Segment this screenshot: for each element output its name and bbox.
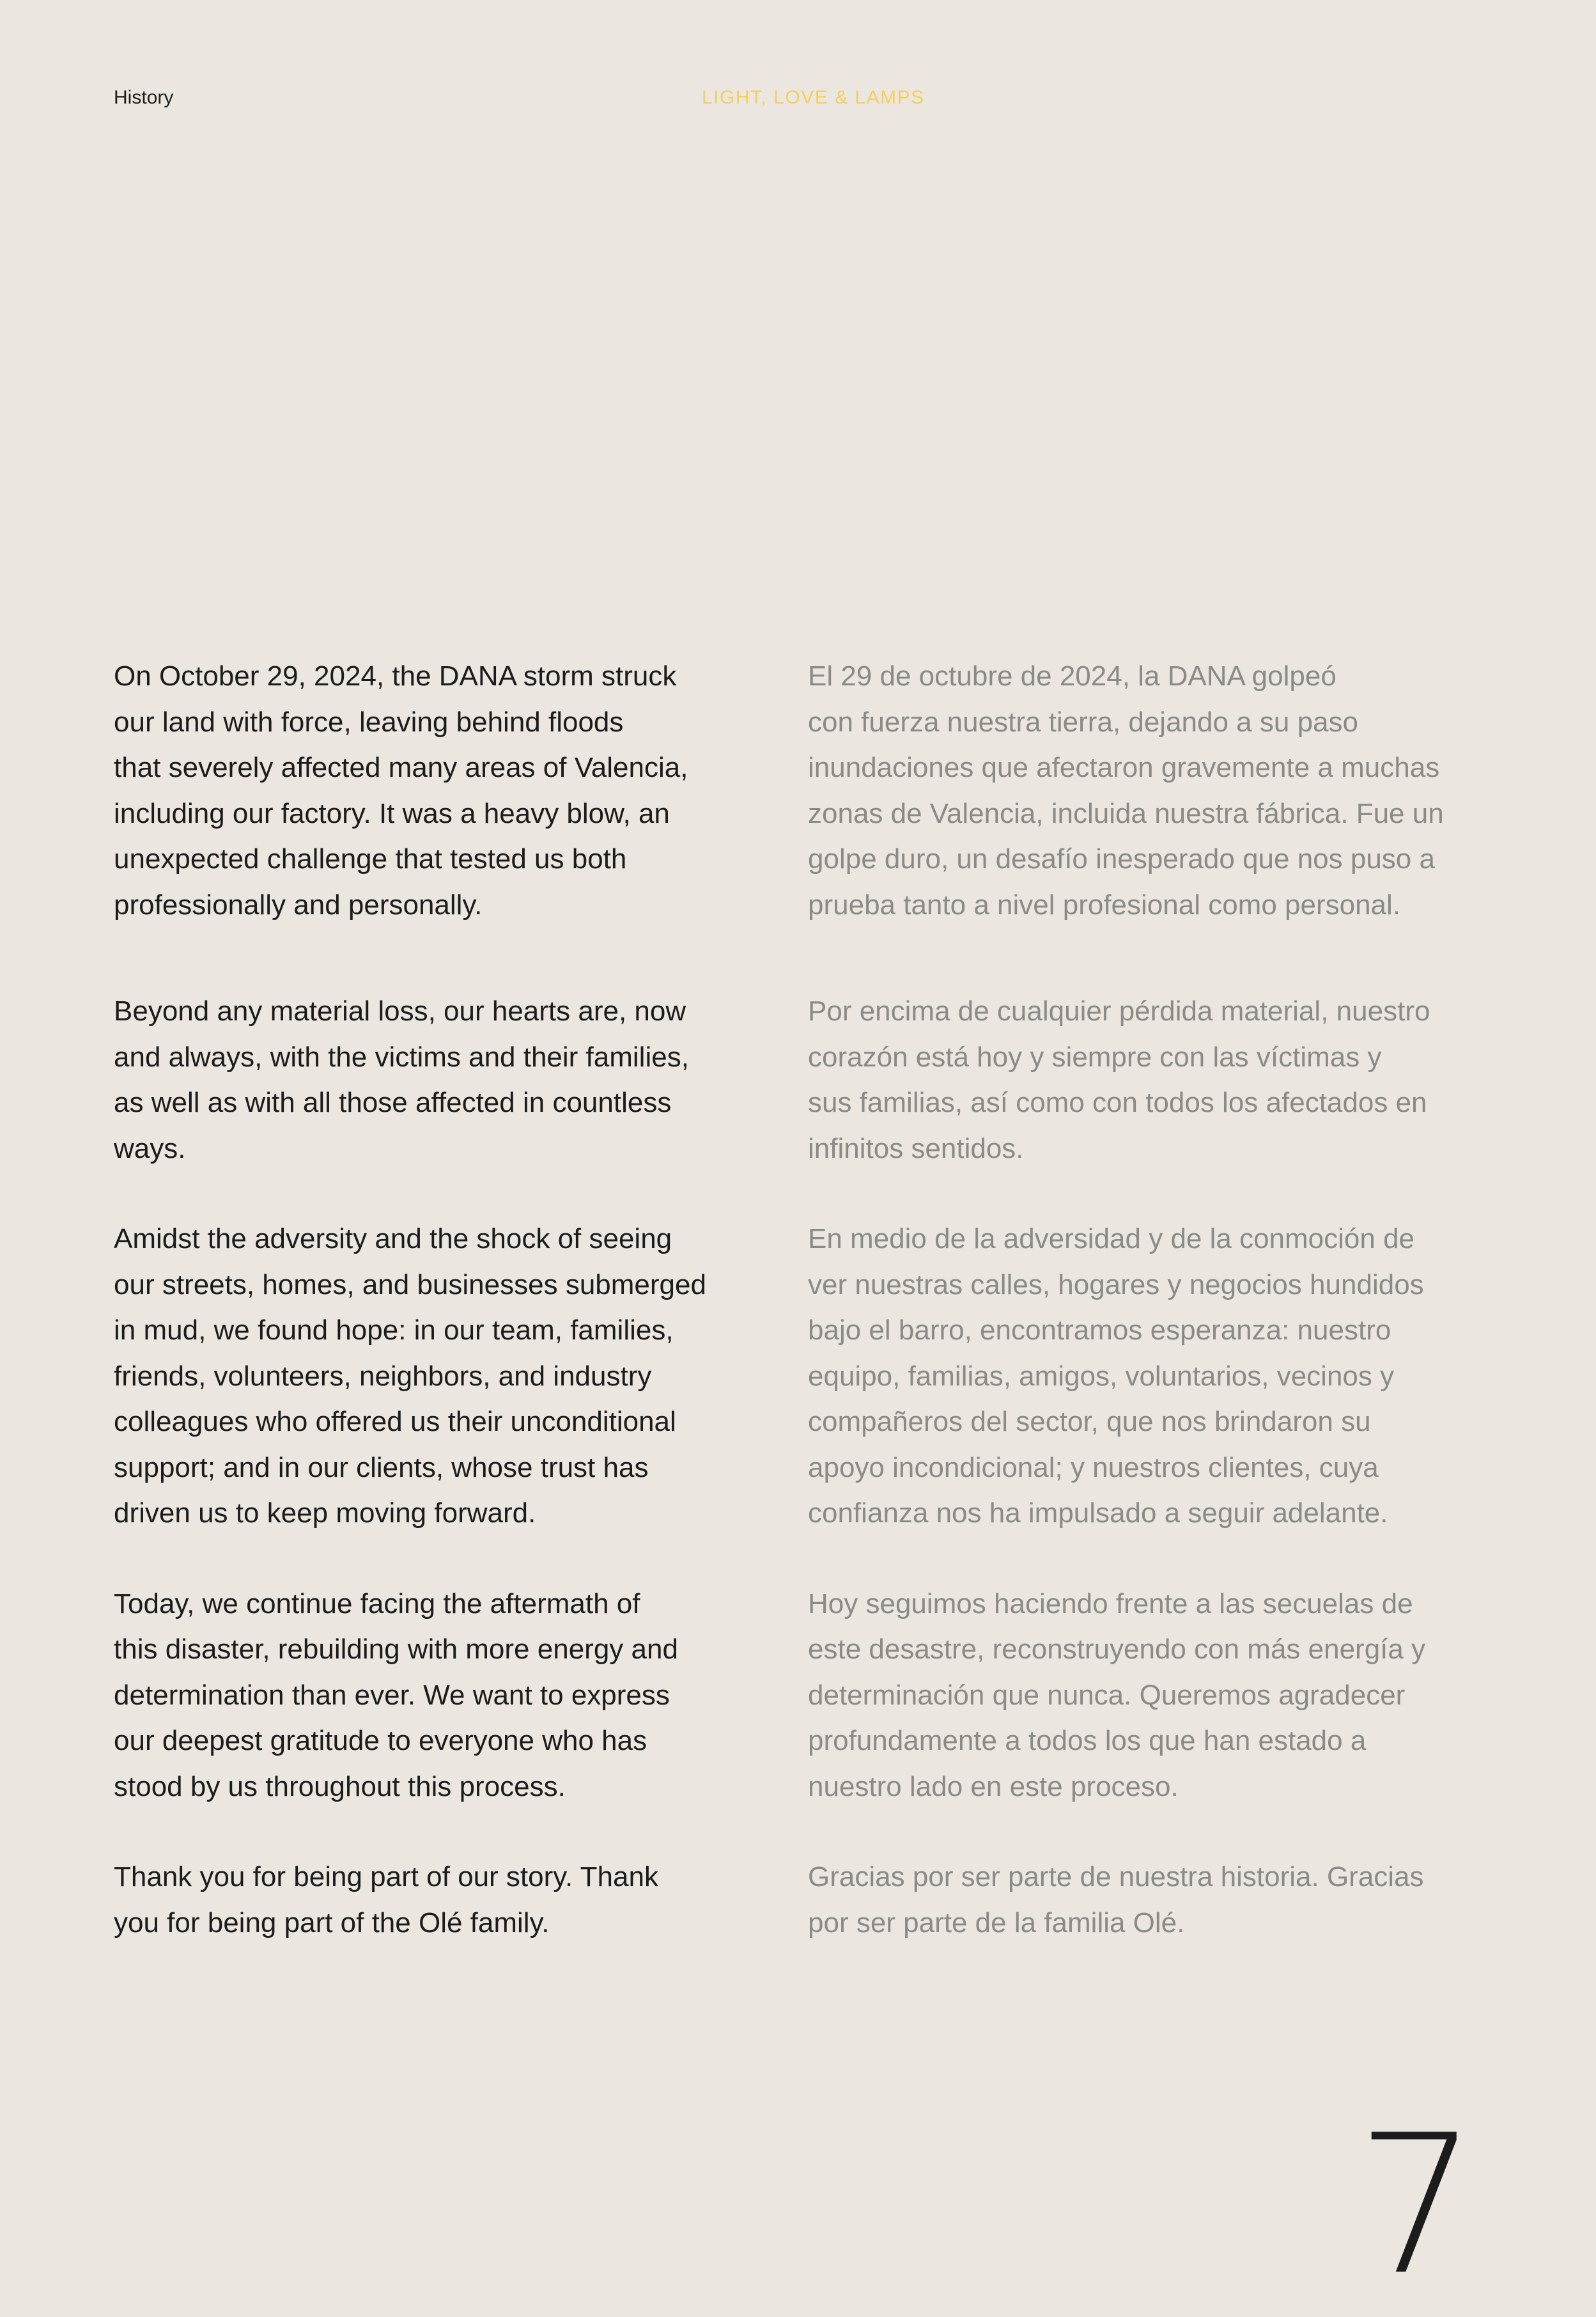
english-paragraph-4: Today, we continue facing the aftermath of this disaster, rebuilding with more energy and determination than ever. We want to express our deepest gratitude to everyone who has stood by us throughout this process.	[114, 1588, 678, 1802]
section-label: History	[114, 87, 174, 108]
english-paragraph-3: Amidst the adversity and the shock of seeing our streets, homes, and businesses submerged in mud, we found hope: in our team, families, friends, volunteers, neighbors, and industry colleagues who offered us their unconditional support; and in our clients, whose trust has driven us to keep moving forward.	[114, 1223, 706, 1529]
spanish-paragraph-5: Gracias por ser parte de nuestra historia. Gracias por ser parte de la familia Olé.	[808, 1861, 1424, 1939]
spanish-paragraph-3: En medio de la adversidad y de la conmoción de ver nuestras calles, hogares y negocios hundidos bajo el barro, encontramos esperanza: nuestro equipo, familias, amigos, voluntarios, vecinos y compañeros del sector, que nos brindaron su apoyo incondicional; y nuestros clientes, cuya confianza nos ha impulsado a seguir adelante.	[808, 1223, 1424, 1529]
english-column	[114, 653, 715, 1946]
brand-tagline: LIGHT, LOVE & LAMPS	[702, 87, 925, 108]
spanish-paragraph-2: Por encima de cualquier pérdida material, nuestro corazón está hoy y siempre con las víctimas y sus familias, así como con todos los afectados en infinitos sentidos.	[808, 995, 1430, 1164]
page-number: 7	[1356, 2094, 1478, 2317]
spanish-paragraph-4: Hoy seguimos haciendo frente a las secuelas de este desastre, reconstruyendo con más energía y determinación que nunca. Queremos agradecer profundamente a todos los que han estado a nuestro lado en este proceso.	[808, 1588, 1426, 1802]
spanish-column	[808, 653, 1447, 1946]
spanish-paragraph-1: El 29 de octubre de 2024, la DANA golpeó con fuerza nuestra tierra, dejando a su paso inundaciones que afectaron gravemente a muchas zonas de Valencia, incluida nuestra fábrica. Fue un golpe duro, un desafío inesperado que nos puso a prueba tanto a nivel profesional como personal.	[808, 660, 1444, 921]
english-paragraph-5: Thank you for being part of our story. Thank you for being part of the Olé family.	[114, 1861, 658, 1939]
english-paragraph-2: Beyond any material loss, our hearts are, now and always, with the victims and their families, as well as with all those affected in countless ways.	[114, 995, 689, 1164]
english-paragraph-1: On October 29, 2024, the DANA storm struck our land with force, leaving behind floods that severely affected many areas of Valencia, including our factory. It was a heavy blow, an unexpected challenge that tested us both professionally and personally.	[114, 660, 688, 921]
